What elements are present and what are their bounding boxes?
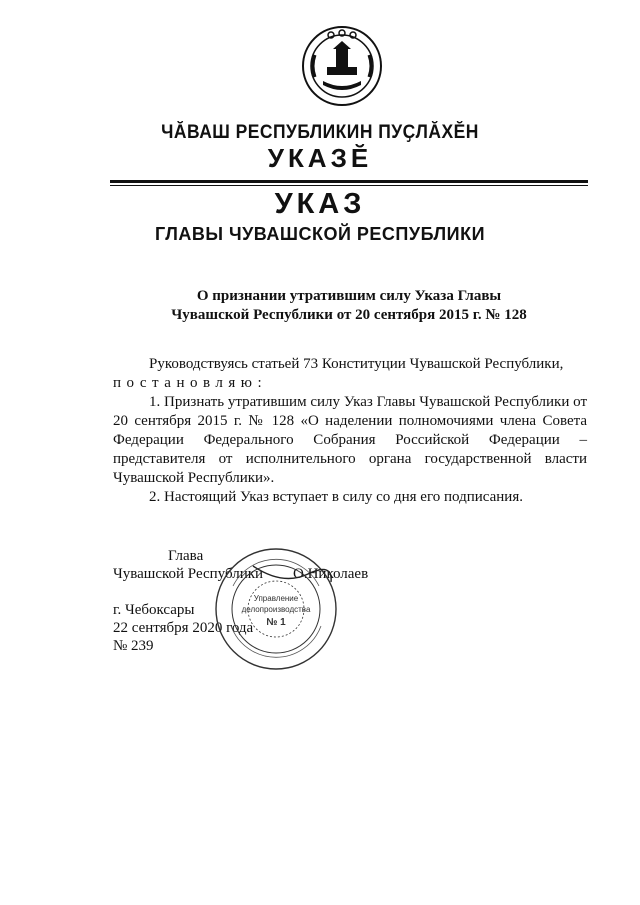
subject-line1: О признании утратившим силу Указа Главы [196,288,502,304]
chuvash-coat-of-arms-icon [301,25,383,107]
body-resolve: постановляю: [113,375,268,391]
header-divider-thin [110,185,588,186]
header-divider-thick [110,180,588,183]
issue-date: 22 сентября 2020 года [113,620,254,636]
official-stamp-icon [213,546,339,672]
signature-name: О.Николаев [293,566,369,582]
body-item-1: 1. Признать утратившим силу Указ Главы Чувашской Республики от 20 сентября 2015 г. № 128 «О наделении полномочиями члена Совета Федерации Федерального Собрания Российской Федерации – представителя от исполнительного органа государственной власти Чувашской Республики». [113,394,587,486]
body-intro: Руководствуясь статьей 73 Конституции Чувашской Республики, [149,356,564,372]
decree-body [113,355,587,507]
russian-header-title: УКАЗ [274,188,366,220]
stamp-line2: делопроизводства [241,605,311,614]
chuvash-header-line1: ЧӐВАШ РЕСПУБЛИКИН ПУҪЛӐХӖН [161,122,479,143]
decree-subject [110,287,588,325]
decree-number: № 239 [113,638,154,654]
stamp-line1: Управление [253,594,299,603]
issue-place: г. Чебоксары [113,602,195,618]
russian-header-subtitle: ГЛАВЫ ЧУВАШСКОЙ РЕСПУБЛИКИ [154,224,486,244]
subject-line2: Чувашской Республики от 20 сентября 2015 г. № 128 [171,307,527,323]
stamp-line3: № 1 [266,617,286,628]
chuvash-header-line2: УКАЗӖ [267,143,373,173]
signature-org: Чувашской Республики [113,566,264,582]
signature-title: Глава [168,548,204,564]
body-item-2: 2. Настоящий Указ вступает в силу со дня его подписания. [149,489,523,505]
